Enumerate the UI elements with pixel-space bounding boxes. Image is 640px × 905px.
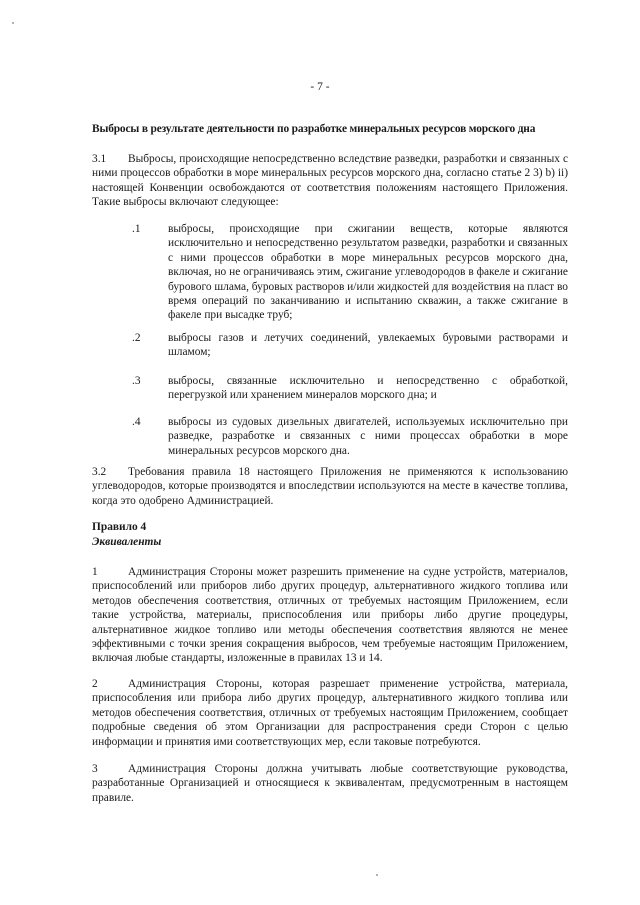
- paragraph-text: Администрация Стороны, которая разрешает применение устройства, материала, приспособления или прибора либо других процедур, альтернативного жидкого топлива или методов обеспечения соответствия, отличных от требуемых настоящим Приложением, сообщает подробные сведения об этом Организации для распространения среди Сторон с целью информации и принятия ими соответствующих мер, если таковые потребуются.: [92, 678, 568, 748]
- paragraph-number: 3.2: [92, 466, 107, 478]
- list-item: [132, 415, 568, 458]
- paragraph-number: 2: [92, 678, 98, 690]
- paragraph-number: 1: [92, 566, 98, 578]
- paragraph-text: Требования правила 18 настоящего Приложения не применяются к использованию углеводородов, которые производятся и впоследствии используются на месте в качестве топлива, когда это одобрено Администрацией.: [92, 466, 568, 507]
- list-item: [132, 374, 568, 403]
- list-item: [132, 222, 568, 323]
- list-item-number: .2: [132, 332, 141, 344]
- paragraph-3-1: [92, 152, 568, 210]
- list-item-number: .1: [132, 223, 141, 235]
- scan-speck: [12, 22, 14, 24]
- list-item-text: выбросы, связанные исключительно и непосредственно с обработкой, перегрузкой или хранением минералов морского дна; и: [168, 375, 568, 402]
- rule-paragraph-2: [92, 677, 568, 749]
- rule-subtitle: Эквиваленты: [92, 536, 162, 548]
- paragraph-3-2: [92, 465, 568, 508]
- rule-paragraph-1: [92, 565, 568, 666]
- paragraph-number: 3.1: [92, 153, 107, 165]
- list-item-text: выбросы, происходящие при сжигании веществ, которые являются исключительно и непосредственно результатом разведки, разработки и связанных с ними процессов обработки в море минеральных ресурсов морского дна, включая, но не ограничиваясь этим, сжигание углеводородов в факеле и сжигание бурового шлама, буровых растворов и/или жидкостей для воздействия на пласт во время операций по заканчиванию и испытанию скважин, а также сжигание в факеле при высадке труб;: [168, 223, 569, 322]
- list-item-text: выбросы газов и летучих соединений, увлекаемых буровыми растворами и шламом;: [168, 332, 568, 359]
- list-item-number: .4: [132, 416, 141, 428]
- page-number: - 7 -: [310, 81, 330, 93]
- paragraph-text: Выбросы, происходящие непосредственно вследствие разведки, разработки и связанных с ними процессов обработки в море минеральных ресурсов морского дна, согласно статье 2 3) b) ii) настоящей Конвенции освобождаются от соответствия положениям настоящего Приложения. Такие выбросы включают следующее:: [92, 153, 568, 209]
- rule-paragraph-3: [92, 762, 568, 805]
- paragraph-text: Администрация Стороны может разрешить применение на судне устройств, материалов, приспособлений или приборов либо других процедур, альтернативного жидкого топлива или методов обеспечения соответствия, отличных от требуемых настоящим Приложением, если такие устройства, материалы, приспособления или приборы либо другие процедуры, альтернативное жидкое топливо или методы обеспечения соответствия являются не менее эффективными с точки зрения сокращения выбросов, чем требуемые настоящим Приложением, включая любые стандарты, изложенные в правилах 13 и 14.: [92, 566, 568, 665]
- paragraph-number: 3: [92, 763, 98, 775]
- rule-title: Правило 4: [92, 521, 147, 533]
- scan-speck: [376, 874, 378, 876]
- list-item-number: .3: [132, 375, 141, 387]
- list-item: [132, 331, 568, 360]
- paragraph-text: Администрация Стороны должна учитывать любые соответствующие руководства, разработанные Организацией и относящиеся к эквивалентам, предусмотренным в настоящем правиле.: [92, 763, 568, 804]
- list-item-text: выбросы из судовых дизельных двигателей, используемых исключительно при разведке, разработке и связанных с ними процессах обработки в море минеральных ресурсов морского дна.: [168, 416, 568, 457]
- section-heading: Выбросы в результате деятельности по разработке минеральных ресурсов морского дна: [92, 123, 536, 135]
